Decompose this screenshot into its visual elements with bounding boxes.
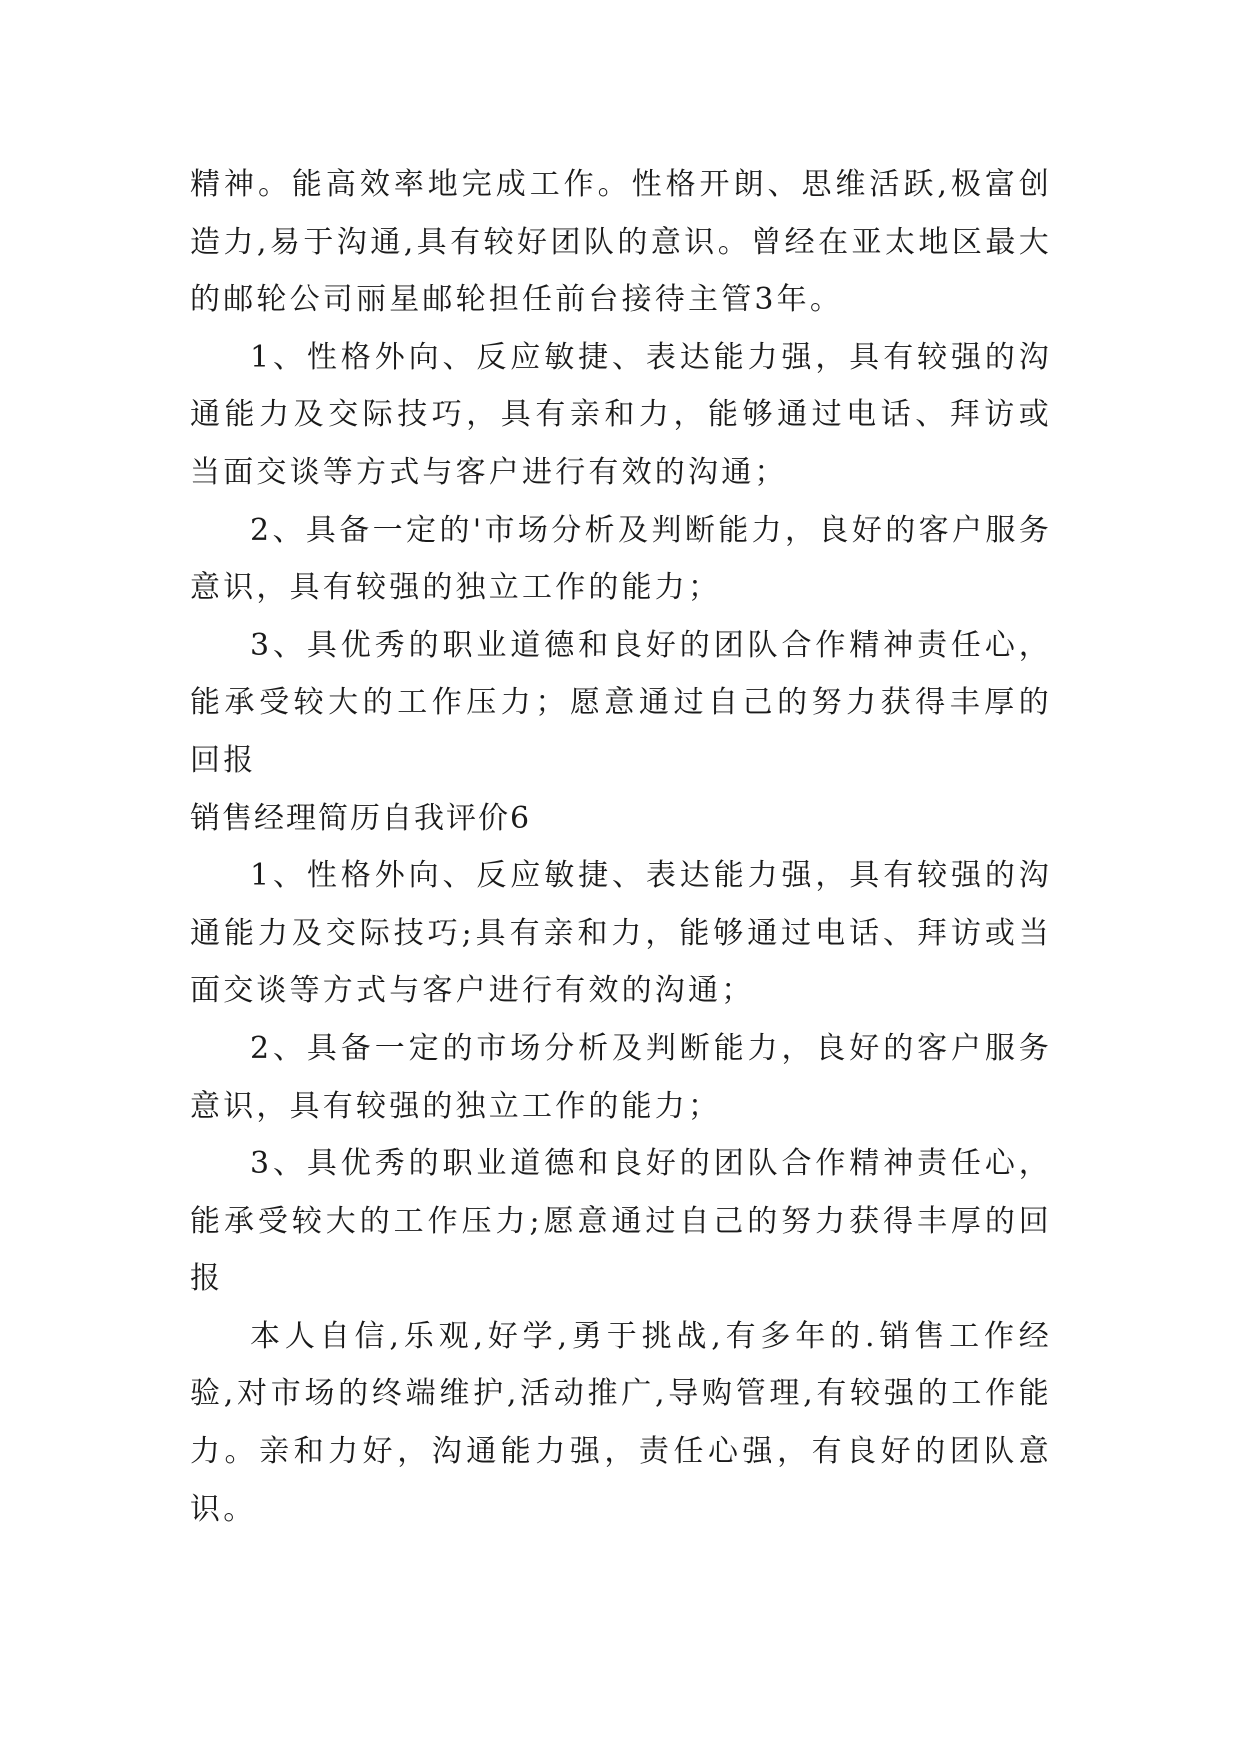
paragraph-item-3-second: 3、具优秀的职业道德和良好的团队合作精神责任心，能承受较大的工作压力;愿意通过自己的努力获得丰厚的回报 [190,1146,1052,1297]
document-body [190,156,1052,1538]
paragraph-item-3: 3、具优秀的职业道德和良好的团队合作精神责任心，能承受较大的工作压力；愿意通过自己的努力获得丰厚的回报 [190,627,1052,778]
paragraph-intro: 精神。能高效率地完成工作。性格开朗、思维活跃,极富创造力,易于沟通,具有较好团队的意识。曾经在亚太地区最大的邮轮公司丽星邮轮担任前台接待主管3年。 [190,167,1052,318]
paragraph-item-1-second: 1、性格外向、反应敏捷、表达能力强，具有较强的沟通能力及交际技巧;具有亲和力，能够通过电话、拜访或当面交谈等方式与客户进行有效的沟通； [190,858,1052,1009]
section-heading: 销售经理简历自我评价6 [190,800,532,836]
paragraph-self-summary: 本人自信,乐观,好学,勇于挑战,有多年的.销售工作经验,对市场的终端维护,活动推广,导购管理,有较强的工作能力。亲和力好，沟通能力强，责任心强，有良好的团队意识。 [190,1318,1052,1527]
paragraph-item-2-second: 2、具备一定的市场分析及判断能力，良好的客户服务意识，具有较强的独立工作的能力； [190,1030,1052,1124]
paragraph-item-2: 2、具备一定的'市场分析及判断能力，良好的客户服务意识，具有较强的独立工作的能力； [190,512,1052,606]
paragraph-item-1: 1、性格外向、反应敏捷、表达能力强，具有较强的沟通能力及交际技巧，具有亲和力，能够通过电话、拜访或当面交谈等方式与客户进行有效的沟通； [190,339,1052,490]
